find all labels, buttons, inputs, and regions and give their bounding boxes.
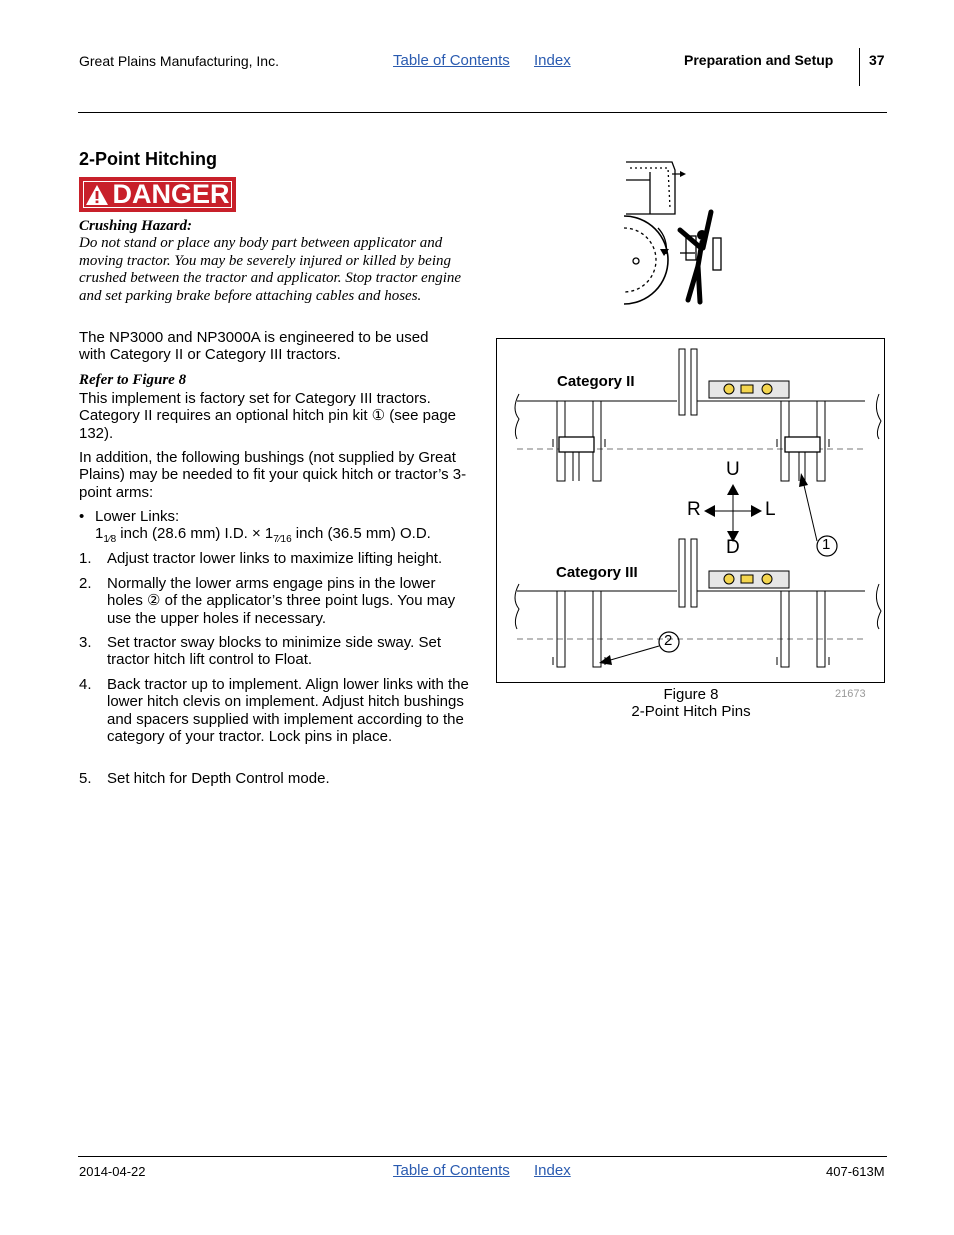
section-name: Preparation and Setup [684,52,834,68]
bushings-paragraph: In addition, the following bushings (not supplied by Great Plains) may be needed to fit your quick hitch or tractor’s 3-point arms: [79,449,467,501]
step-text: Back tractor up to implement. Align lower links with the lower hitch clevis on implement. Adjust hitch bushings and spacers supplied with implement according to the category of your tractor. Lock pins in place. [107,676,469,746]
page-number: 37 [869,52,885,68]
toc-link[interactable]: Table of Contents [393,52,510,69]
step-text: Set hitch for Depth Control mode. [107,770,330,787]
danger-label [79,177,236,212]
bullet-label: Lower Links: [95,508,180,525]
list-item [79,550,474,567]
bullet-fraction-1: 1⁄8 [103,534,117,545]
bullet-marker: • [79,508,85,525]
list-item [79,770,474,787]
section-title: 2-Point Hitching [79,149,217,169]
figure-id: 21673 [835,688,866,700]
see-page-text: (see page 132). [79,407,457,442]
direction-down-label: D [726,537,740,558]
step-number: 1. [79,550,92,567]
callout-1-inline: ① [371,407,386,425]
step-text: Adjust tractor lower links to maximize lifting height. [107,550,443,567]
direction-left-label: L [765,499,776,520]
index-link[interactable]: Index [534,52,571,69]
document-number: 407-613M [826,1164,885,1179]
step-text: Normally the lower arms engage pins in the lower holes ② of the applicator’s three point lugs. You may use the upper holes if necessary. [107,575,456,627]
warning-icon [85,184,109,206]
header-divider [859,48,860,86]
intro-paragraph: The NP3000 and NP3000A is engineered to be used with Category II or Category III tractors. [79,329,429,364]
bullet-fraction-2: 7⁄16 [273,534,292,545]
step-number: 3. [79,634,92,651]
bullet-end: inch (36.5 mm) O.D. [291,525,431,542]
direction-up-label: U [726,459,740,480]
category-iii-label: Category III [556,564,638,581]
direction-right-label: R [687,499,701,520]
bullet-middle: inch (28.6 mm) I.D. × 1 [116,525,274,542]
company-name: Great Plains Manufacturing, Inc. [79,53,279,69]
list-item [79,575,474,627]
crushing-hazard-illustration [620,158,735,306]
danger-text: DANGER [112,179,230,209]
figure-8-box [496,338,885,683]
factory-set-paragraph [79,390,459,442]
hazard-text: Do not stand or place any body part between applicator and moving tractor. You may be severely injured or killed by being crushed between the tractor and applicator. Stop tractor engine and set parking brake before attaching cables and hoses. [79,235,462,304]
factory-set-text: This implement is factory set for Category III tractors. Category II requires an optional hitch pin kit [79,390,431,425]
footer-date: 2014-04-22 [79,1164,146,1179]
step-text: Set tractor sway blocks to minimize side sway. Set tractor hitch lift control to Float. [107,634,441,669]
callout-2: 2 [664,632,673,649]
list-item [79,676,474,746]
step-number: 5. [79,770,92,787]
footer-rule [78,1156,887,1157]
bullet-whole-1: 1 [95,525,104,542]
category-ii-label: Category II [557,373,635,390]
hazard-title: Crushing Hazard: [79,218,192,234]
footer-index-link[interactable]: Index [534,1162,571,1179]
footer-toc-link[interactable]: Table of Contents [393,1162,510,1179]
step-number: 2. [79,575,92,592]
bullet-dimensions [95,525,475,548]
step-number: 4. [79,676,92,693]
figure-reference: Refer to Figure 8 [79,372,187,388]
figure-caption-number: Figure 8 [663,686,719,703]
list-item [79,634,474,669]
header-rule [78,112,887,113]
figure-caption-title: 2-Point Hitch Pins [631,703,751,720]
callout-1: 1 [822,536,831,553]
